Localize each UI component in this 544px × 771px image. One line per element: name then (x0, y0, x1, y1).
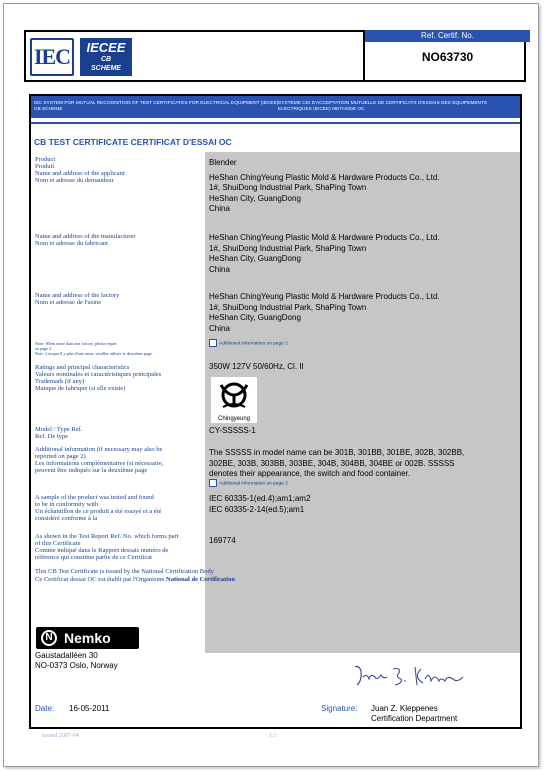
scheme-banner (31, 96, 520, 118)
footer-page-number: 1/1 (269, 733, 277, 739)
certificate-body (29, 94, 522, 729)
nemko-logo: N Nemko (36, 627, 139, 649)
issuer-address: Gaustadalléen 30 NO-0373 Oslo, Norway (35, 651, 118, 670)
value-product-applicant: Blender HeShan ChingYeung Plastic Mold & Hardware Products Co., Ltd. 1#, ShuiDong Industrial Park, ShaPing Town HeShan City, GuangDong China (209, 158, 440, 213)
ref-certif-number: NO63730 (421, 50, 474, 64)
additional-info-checkbox-factory[interactable]: Additional information on page 2 (209, 339, 288, 347)
label-ratings-trademark: Ratings and principal characteristics Valeurs nominales et caractéristiques principales Trademark (if any) Manque de fabrique (si elle existe) (35, 364, 162, 392)
banner-french: SYSTEME CEI D'ACCEPTATION MUTUELLE DE CERTIFICATS D'ESSAIS DES EQUIPEMENTS ELECTRIQUES (IECEE) METHODE OC (278, 101, 488, 112)
factory-note: Note: When more than one factory, please report on page 2 Note: Lorsque il y plus d'une usine, veuillez utiliser la deuxième page (35, 341, 152, 356)
issued-by-statement: This CB Test Certificate is issued by the National Certification Body Ce Certificat dessai OC est établi par l'Organisme National de Certification (35, 568, 235, 583)
signatory: Juan Z. Kleppenes Certification Department (371, 704, 458, 723)
banner-english: IEC SYSTEM FOR MUTUAL RECOGNITION OF TEST CERTIFICATES FOR ELECTRICAL EQUIPMENT (IECEE) CB SCHEME (34, 101, 279, 112)
certificate-header (24, 30, 526, 82)
value-manufacturer: HeShan ChingYeung Plastic Mold & Hardware Products Co., Ltd. 1#, ShuiDong Industrial Park, ShaPing Town HeShan City, GuangDong China (209, 233, 440, 274)
label-additional-info: Additional information (if necessary may also be reported on page 2) Les informations complémentaires (si nécessaire, peuvent être indiqués sur la deuxième page (35, 446, 164, 474)
value-additional-info: The SSSSS in model name can be 301B, 301BB, 301BE, 302B, 302BB, 302BE, 303B, 303BB, 303BE, 304B, 304BB, 304BE or 002B. SSSSS denotes their appearance, the switch and food container. (209, 448, 465, 478)
footer-issued: Issued 2007-04 (42, 733, 79, 739)
date-label: Date: (35, 704, 55, 713)
iecee-logo-text: IECEE (86, 40, 126, 55)
value-model: CY-SSSSS-1 (209, 426, 256, 435)
value-ratings: 350W 127V 50/60Hz, Cl. II (209, 362, 304, 371)
ref-certif-label: Ref. Certif. No. (365, 30, 530, 42)
additional-info-checkbox-model[interactable]: Additional information on page 2 (209, 479, 288, 487)
checkbox-icon[interactable] (209, 339, 217, 347)
label-manufacturer: Name and address of the manufacturer Nom et adresse du fabricant (35, 233, 136, 247)
handwritten-signature (349, 659, 469, 691)
signature-label: Signature: (321, 704, 358, 713)
value-test-report: 169774 (209, 536, 236, 545)
certificate-title: CB TEST CERTIFICATE CERTIFICAT D'ESSAI OC (34, 137, 232, 147)
label-model: Model / Type Ref. Ref. De type (35, 426, 83, 440)
trademark-logo (211, 377, 257, 423)
iecee-cb-logo (80, 38, 132, 76)
value-factory: HeShan ChingYeung Plastic Mold & Hardware Products Co., Ltd. 1#, ShuiDong Industrial Park, ShaPing Town HeShan City, GuangDong China (209, 292, 440, 333)
label-sample-conformity: A sample of the product was tested and found to be in conformity with Un échantillon de ce produit a été essayé et a été considéré conforme à la (35, 494, 162, 522)
label-product: Product Produit Name and address of the applicant Nom et adresse du demandeur (35, 156, 125, 184)
certificate-page (3, 3, 539, 767)
label-test-report: As shown in the Test Report Ref. No. which forms part of this Certificate Comme indiqué dans le Rapport dessais numéro de référence qui constitue partie de ce Certificat (35, 533, 179, 561)
value-standards: IEC 60335-1(ed.4);am1;am2 IEC 60335-2-14(ed.5);am1 (209, 494, 311, 514)
iecee-logo-scheme: SCHEME (91, 65, 121, 72)
trademark-emblem-icon (211, 377, 257, 423)
iecee-logo-cb: CB (100, 56, 112, 63)
date-value: 16-05-2011 (69, 704, 110, 713)
trademark-logo-text: Chingyeung (217, 416, 251, 422)
checkbox-icon[interactable] (209, 479, 217, 487)
banner-divider (31, 122, 520, 124)
nemko-n-icon: N (41, 630, 57, 646)
iec-logo: IEC (30, 38, 74, 76)
ref-certif-box (363, 30, 530, 82)
label-factory: Name and address of the factory Nom et adresse de l'usine (35, 292, 120, 306)
